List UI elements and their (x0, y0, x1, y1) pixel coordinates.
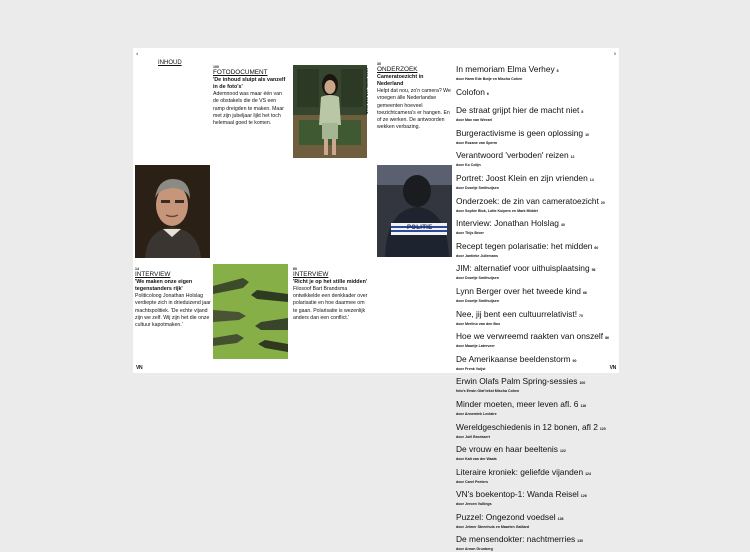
toc-entry-title[interactable]: Literaire kroniek: geliefde vijanden (456, 466, 584, 477)
police-officer-image[interactable] (377, 165, 452, 257)
police-text: POLITIE (407, 225, 433, 231)
toc-entry-author: door Thijs Broer (456, 231, 484, 236)
toc-entry[interactable] (456, 168, 616, 190)
toc-entry-author: door Carel Peeters (456, 479, 488, 484)
toc-entry-page: 12 (570, 155, 575, 160)
toc-entry-title[interactable]: JIM: alternatief voor uithuisplaatsing (456, 263, 590, 274)
toc-entry-page: 70 (579, 313, 583, 318)
toc-entry-title[interactable]: Onderzoek: de zin van cameratoezicht (456, 195, 599, 206)
story-body: Ademnood was maar één van de obstakels die de VS een ramp dreigden te maken. Maar met zijn jubeljaar lijkt het toch helemaal goed te komen. (213, 91, 284, 127)
toc-entry-page: 86 (605, 336, 610, 341)
story-page-number: 100 (213, 65, 219, 69)
toc-entry-title[interactable]: Interview: Jonathan Holslag (456, 218, 559, 229)
toc-entry-title[interactable]: Burgeractivisme is geen oplossing (456, 127, 584, 138)
toc-entry-page: 120 (599, 426, 606, 431)
story-body: Helpt dat nou, zo'n camera? We vroegen álle Nederlandse gemeenten hoeveel toezichtcamera's er hangen. En of ze werken. De antwoorden wekken verbazing. (377, 88, 451, 131)
toc-entry-author: door Joël Broekaert (456, 434, 490, 439)
toc-entry[interactable] (456, 281, 616, 303)
toc-entry-title[interactable]: VN's boekentop-1: Wanda Reisel (456, 489, 579, 500)
toc-entry[interactable] (456, 59, 616, 81)
toc-entry-page: 116 (580, 403, 587, 408)
toc-entry[interactable] (456, 100, 616, 122)
toc-entry-title[interactable]: De Amerikaanse beeldenstorm (456, 353, 571, 364)
toc-entry-author: door Doortje Smithuijsen (456, 298, 499, 303)
toc-entry-page: 8 (581, 110, 584, 115)
toc-entry-author: door Merlino van den Bos (456, 321, 501, 326)
toc-entry[interactable] (456, 82, 616, 100)
toc-entry-author: door Maartje Laterveer (456, 344, 495, 349)
story-page-number: 60 (293, 267, 297, 271)
toc-entry-page: 126 (580, 494, 587, 499)
toc-entry-author: door Jeroen Vullings (456, 502, 492, 507)
toc-entry-author: door Ko Colijn (456, 163, 481, 168)
toc-entry-page: 8 (556, 69, 559, 73)
toc-entry-page: 128 (557, 516, 564, 521)
toc-entry-author: door Jelmer Steenhuis en Maarten Gaillard (456, 524, 530, 529)
toc-entry-page: 10 (585, 132, 589, 137)
toc-entry-page: 100 (579, 381, 586, 386)
toc-entry-page: 20 (600, 200, 605, 205)
holslag-portrait-image[interactable] (135, 165, 210, 258)
toc-entry[interactable] (456, 145, 616, 167)
toc-entry-page: 124 (585, 471, 591, 476)
toc-entry-title[interactable]: Wereldgeschiedenis in 12 bonen, afl 2 (456, 421, 598, 432)
left-page-number: 4 (136, 51, 139, 56)
toc-entry[interactable] (456, 191, 616, 213)
table-of-contents (456, 59, 616, 552)
story-interview-holslag[interactable] (135, 267, 211, 329)
toc-entry-author: door Max van Weezel (456, 118, 493, 123)
magazine-spread (133, 48, 619, 552)
story-headline: 'Richt je op het stille midden' (293, 278, 368, 285)
toc-entry-page: 60 (594, 245, 599, 250)
toc-entry[interactable] (456, 236, 616, 258)
toc-entry-author: door Arnon Grunberg (456, 547, 493, 552)
toc-entry[interactable] (456, 439, 616, 461)
toc-entry-title[interactable]: In memoriam Elma Verhey (456, 64, 555, 74)
toc-entry-title[interactable]: Minder moeten, meer leven afl. 6 (456, 398, 579, 409)
photo-credit: FOTO HIDDE VAN DER VEEN (365, 68, 369, 115)
toc-entry-title[interactable]: Lynn Berger over het tweede kind (456, 285, 581, 296)
toc-entry-author: door Annemiek Leclaire (456, 411, 497, 416)
toc-entry-title[interactable]: De straat grijpt hier de macht niet (456, 105, 580, 116)
toc-entry-author: door Harm Ede Botje en Mischa Cohen (456, 77, 523, 81)
toc-entry-title[interactable]: Colofon (456, 86, 485, 97)
toc-entry[interactable] (456, 213, 616, 235)
story-label[interactable]: FOTODOCUMENT (213, 69, 268, 76)
toc-entry-title[interactable]: De mensendokter: nachtmerries (456, 534, 576, 545)
toc-entry-author: foto's Erwin Olaf tekst Mischa Cohen (456, 389, 520, 394)
story-headline: 'De inhoud sluipt als vanzelf in de foto's' (213, 76, 286, 90)
story-label[interactable]: ONDERZOEK (377, 66, 418, 73)
toc-entry-author: door Rozane van Sperm (456, 140, 498, 145)
toc-entry-title[interactable]: Recept tegen polarisatie: het midden (456, 240, 593, 251)
toc-entry[interactable] (456, 349, 616, 371)
toc-entry-title[interactable]: Hoe we verwreemd raakten van onszelf (456, 331, 604, 342)
toc-entry[interactable] (456, 529, 616, 551)
toc-entry-page: 122 (559, 449, 566, 454)
story-body: Filosoof Bart Brandsma ontwikkelde een denkkader over polarisatie en hoe daarmee om te gaan. Polarisatie is wezenlijk anders dan een conflict.' (293, 285, 368, 321)
toc-entry[interactable] (456, 462, 616, 484)
toc-entry[interactable] (456, 394, 616, 416)
toc-entry-title[interactable]: Erwin Olafs Palm Spring-sessies (456, 376, 578, 387)
story-interview-brandsma[interactable] (293, 267, 369, 322)
vn-logo-right: VN (609, 365, 616, 371)
toc-entry[interactable] (456, 484, 616, 506)
toc-entry-author: door Kati van der Waals (456, 457, 497, 462)
toc-entry-author: door Sophie Blok, Lotte Kuipers en Mark Middel (456, 208, 538, 213)
toc-entry-page: 14 (589, 177, 594, 182)
toc-entry[interactable] (456, 258, 616, 280)
toc-entry-page: 130 (577, 539, 584, 544)
toc-entry-page: 90 (572, 358, 577, 363)
toc-entry-title[interactable]: Nee, jij bent een cultuurrelativist! (456, 308, 578, 319)
toc-entry-page: 66 (582, 290, 587, 295)
toc-entry-author: door Jantieke Jullemans (456, 253, 498, 258)
right-page-number: 5 (613, 51, 616, 56)
toc-entry-title[interactable]: De vrouw en haar beeltenis (456, 444, 558, 455)
story-onderzoek[interactable] (377, 62, 451, 132)
toc-entry[interactable] (456, 507, 616, 529)
toc-entry-author: door Doortje Smithuijsen (456, 185, 499, 190)
story-body: Politicoloog Jonathan Holslag verdiepte zich in drieduizend jaar machtspolitiek. 'De echte vijand zijn we zelf. Wij zijn het die onze cultuur kapotmaken.' (135, 293, 211, 329)
toc-entry-author: door Doortje Smithuijsen (456, 276, 499, 281)
story-page-number: 14 (135, 267, 139, 271)
story-label[interactable]: INTERVIEW (293, 271, 329, 278)
story-headline: 'We maken onze eigen tegenstanders rijk' (135, 278, 193, 292)
toc-entry-page: 6 (486, 91, 489, 96)
toc-entry-page: 40 (560, 223, 565, 228)
toc-entry-author: door Frenk Vuijst (456, 366, 486, 371)
inhoud-title[interactable]: INHOUD (158, 60, 182, 66)
story-label[interactable]: INTERVIEW (135, 271, 171, 278)
pointing-hands-image[interactable] (213, 264, 288, 359)
toc-entry[interactable] (456, 304, 616, 326)
toc-entry[interactable] (456, 326, 616, 348)
toc-entry[interactable] (456, 417, 616, 439)
toc-entry-title[interactable]: Portret: Joost Klein en zijn vrienden (456, 172, 588, 183)
story-fotodocument[interactable] (213, 65, 287, 127)
toc-entry-title[interactable]: Puzzel: Ongezond voedsel (456, 511, 556, 522)
vn-logo-left: VN (136, 365, 143, 371)
story-page-number: 30 (377, 62, 381, 66)
toc-entry-title[interactable]: Verantwoord 'verboden' reizen (456, 150, 569, 161)
toc-entry[interactable] (456, 371, 616, 393)
inhoud-section (158, 60, 188, 66)
toc-entry-page: 56 (591, 268, 596, 273)
story-headline: Cameratoezicht in Nederland (377, 73, 424, 87)
woman-portrait-image[interactable] (293, 65, 367, 158)
toc-entry[interactable] (456, 123, 616, 145)
